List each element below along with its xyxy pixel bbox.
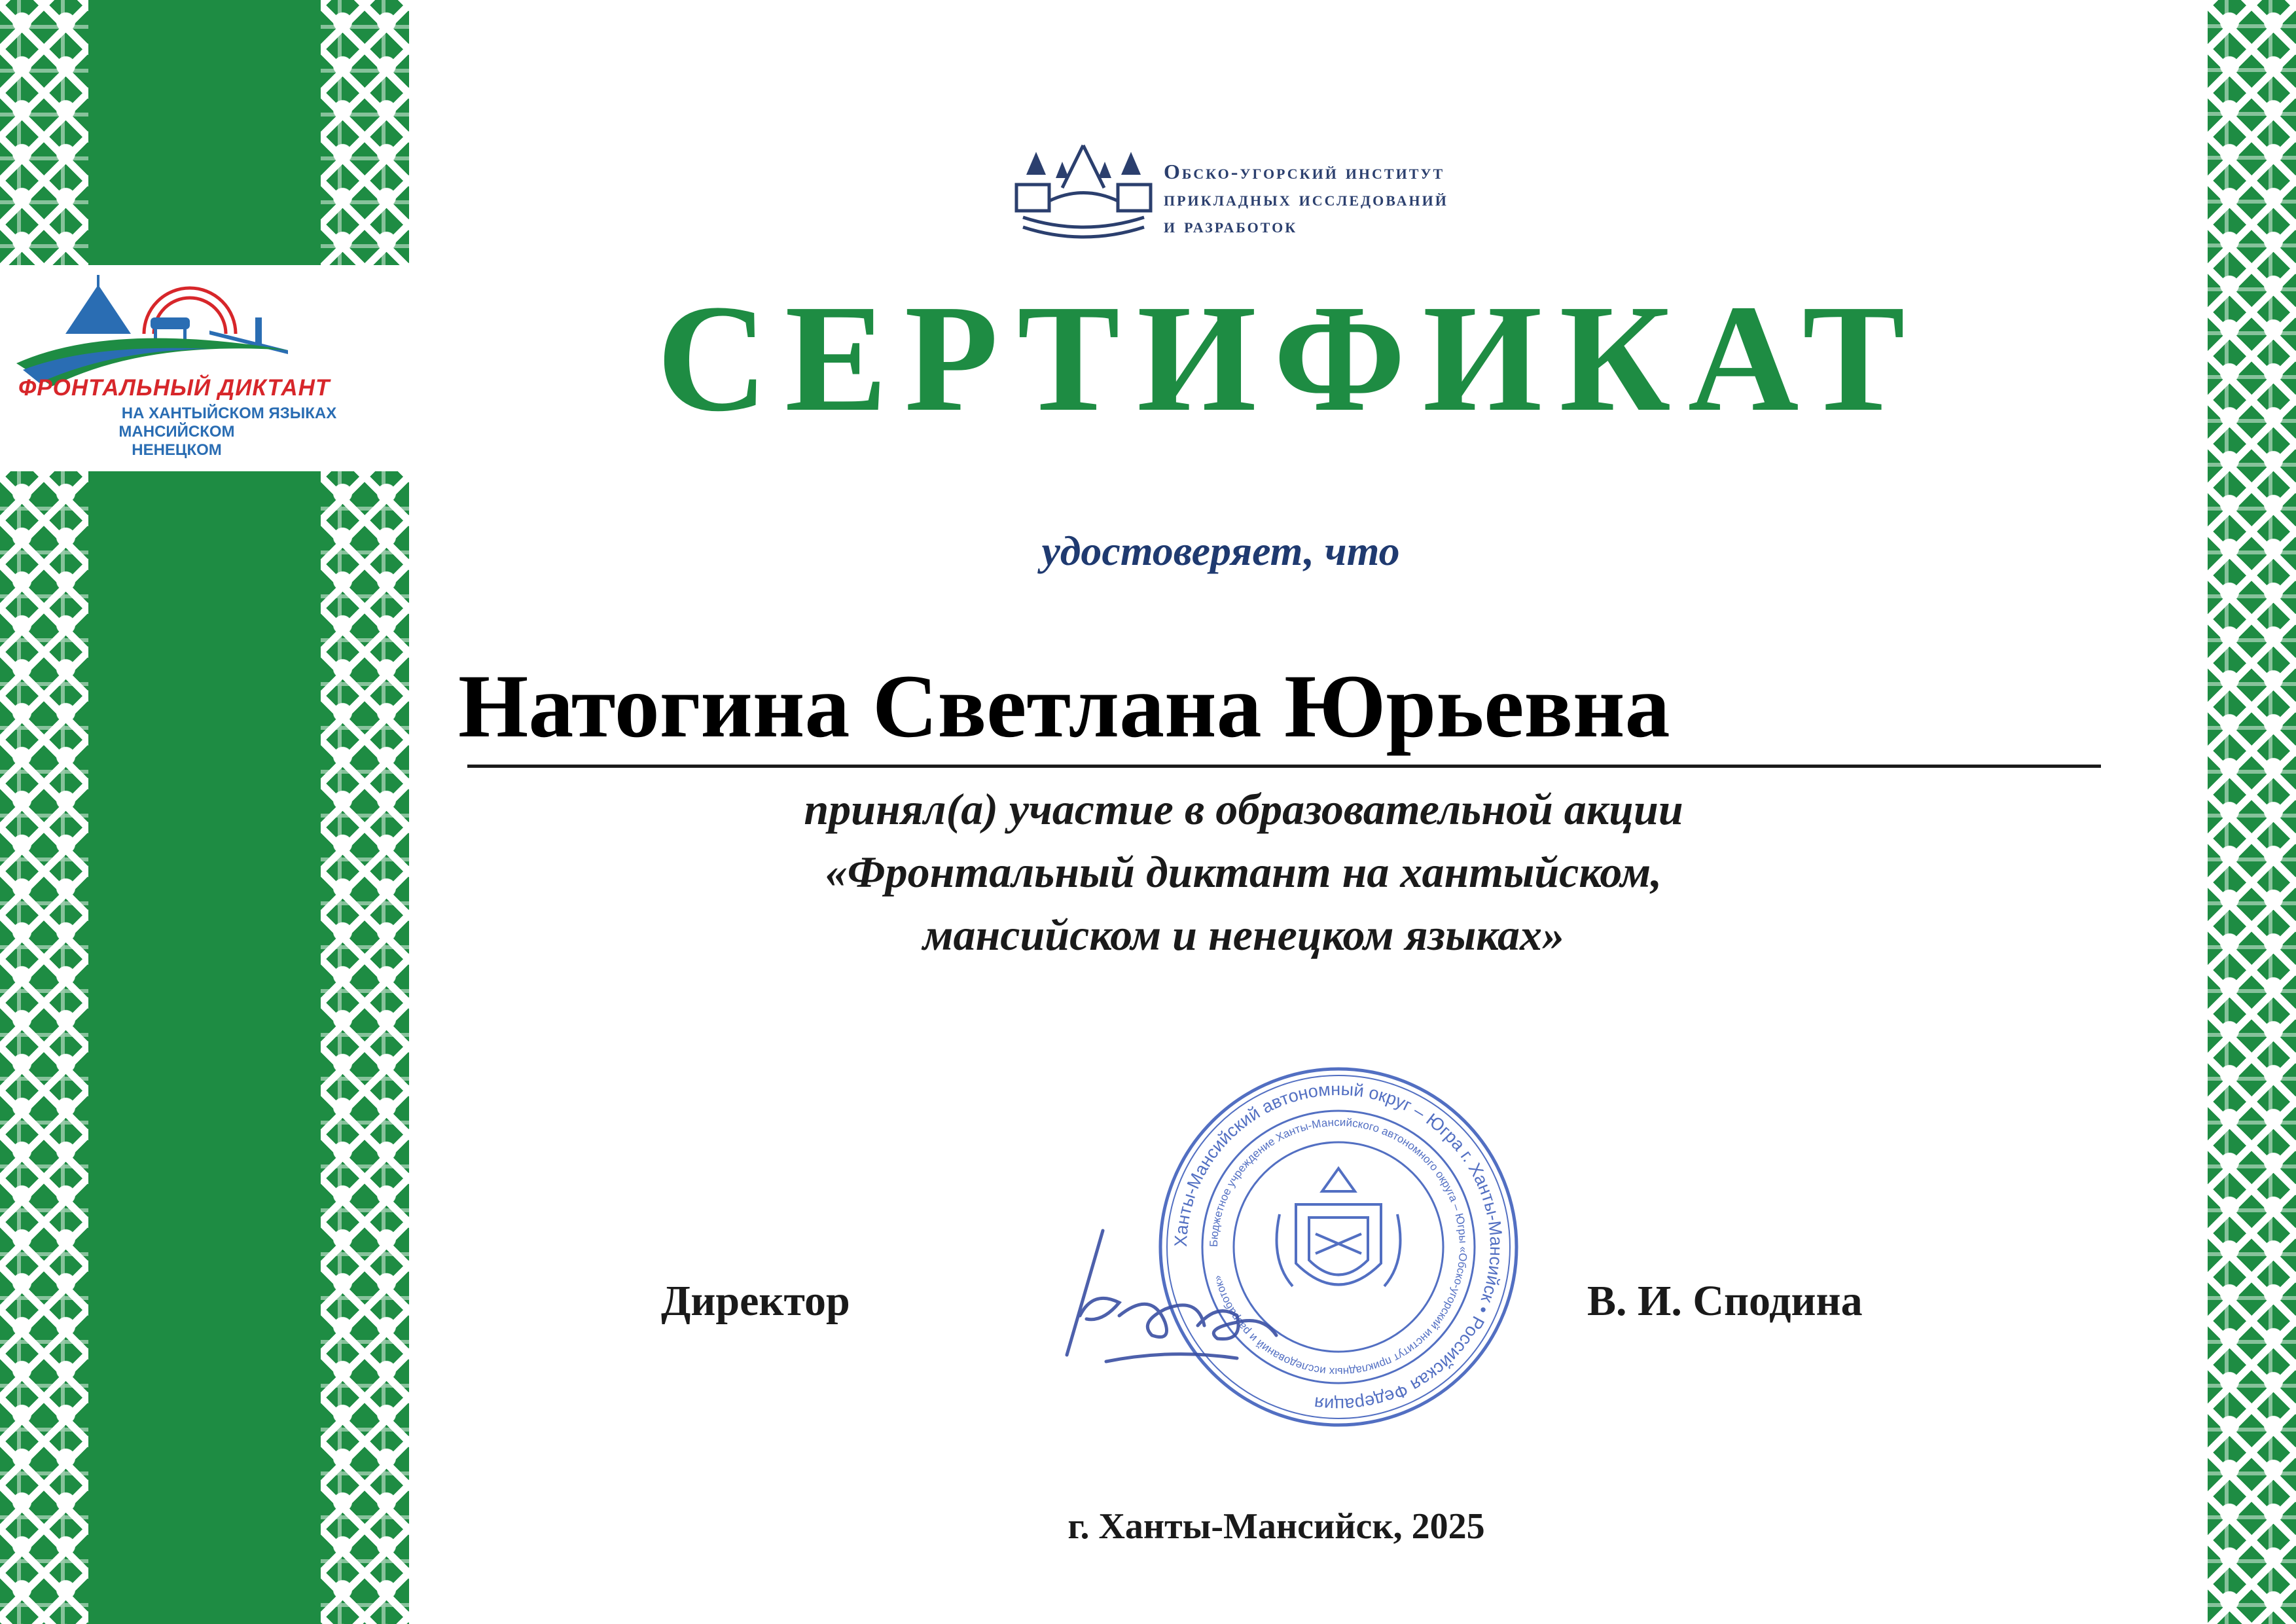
participation-description <box>655 778 1833 966</box>
frontal-dictation-title: ФРОНТАЛЬНЫЙ ДИКТАНТ <box>18 375 331 401</box>
recipient-underline <box>467 765 2101 768</box>
certificate-title: СЕРТИФИКАТ <box>656 273 1922 443</box>
institute-name-line-2: прикладных исследований <box>1164 187 1448 210</box>
left-ornament-strip-outer-top <box>0 0 88 265</box>
city-and-year: г. Ханты-Мансийск, 2025 <box>1067 1506 1485 1547</box>
description-line-1: принял(а) участие в образовательной акции <box>804 784 1683 834</box>
frontal-dictation-line-1: НА ХАНТЫЙСКОМ ЯЗЫКАХ <box>121 405 337 422</box>
frontal-dictation-line-2: МАНСИЙСКОМ <box>118 423 235 441</box>
description-line-3: мансийском и ненецком языках» <box>922 910 1565 960</box>
frontal-dictation-line-3: НЕНЕЦКОМ <box>132 441 222 459</box>
left-green-band-top <box>88 0 321 265</box>
institute-name <box>1164 158 1622 239</box>
signatory-name: В. И. Сподина <box>1587 1277 1863 1325</box>
left-ornament-strip-inner-top <box>321 0 409 265</box>
left-ornament-strip-outer-bottom <box>0 471 88 1624</box>
stamp-outer-text: Ханты-Мансийский автономный округ – Югра г. Ханты-Мансийск • Российская Федерация <box>1170 1079 1507 1415</box>
left-ornament-strip-inner-bottom <box>321 471 409 1624</box>
description-line-2: «Фронтальный диктант на хантыйском, <box>825 847 1662 897</box>
director-signature <box>1041 1211 1302 1375</box>
left-green-band-bottom <box>88 471 321 1624</box>
certifies-text: удостоверяет, что <box>1041 528 1400 574</box>
right-ornament-strip <box>2208 0 2296 1624</box>
recipient-name: Натогина Светлана Юрьевна <box>458 656 1670 756</box>
stamp-inner-text: Бюджетное учреждение Ханты-Мансийского автономного округа – Югры «Обско-угорский институт прикладных исследований и разработок» <box>1207 1115 1470 1379</box>
institute-name-line-3: и разработок <box>1164 213 1298 237</box>
signatory-role: Директор <box>661 1277 850 1325</box>
institute-name-line-1: Обско-угорский институт <box>1164 160 1445 183</box>
institute-logo <box>1010 139 1157 247</box>
